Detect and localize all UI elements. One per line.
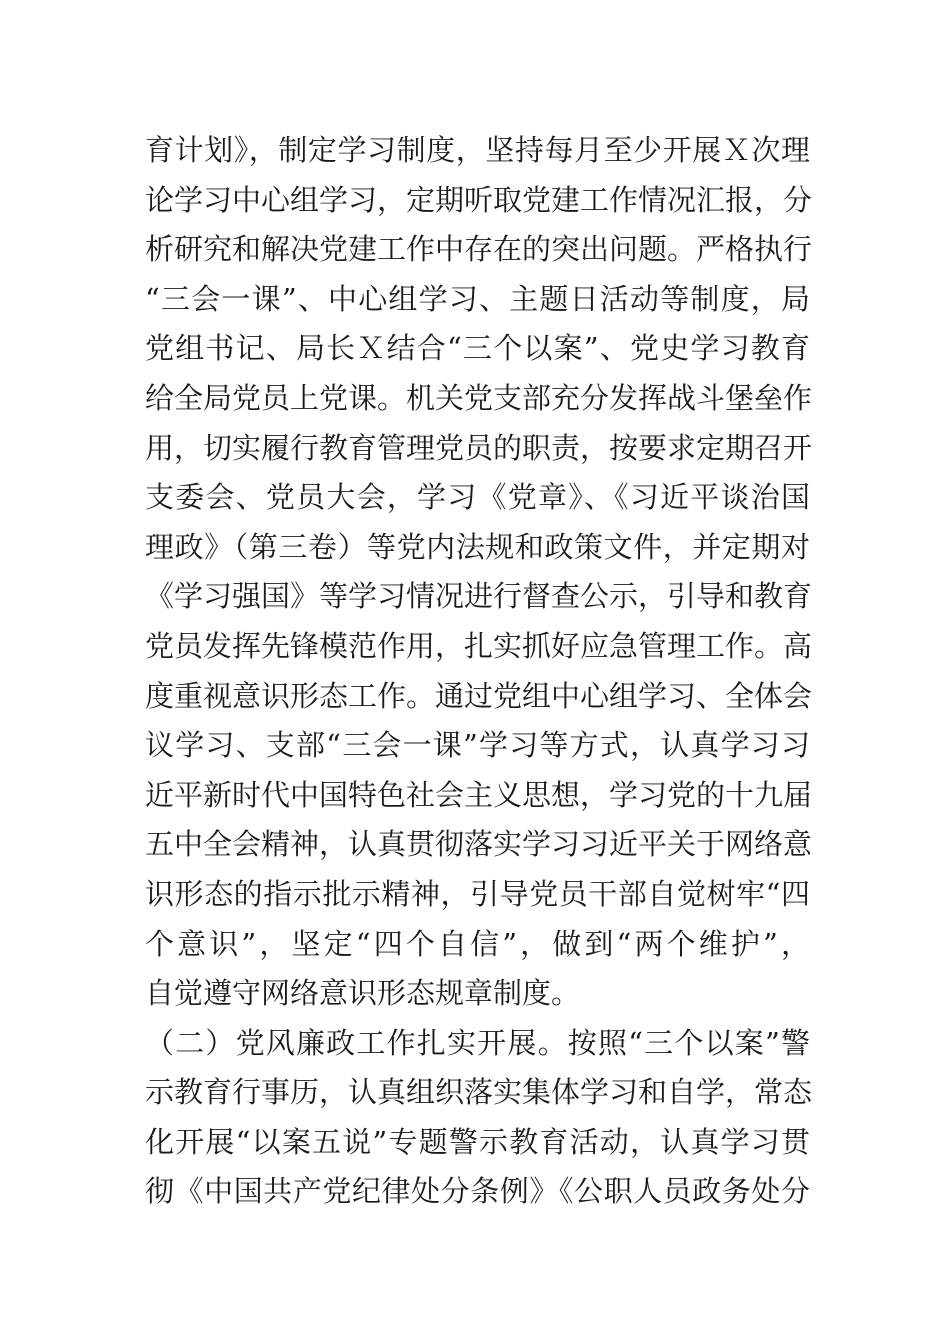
text-line: 识形态的指示批示精神，引导党员干部自觉树牢“四 (145, 876, 810, 911)
text-line: 个意识”，坚定“四个自信”，做到“两个维护”， (145, 926, 810, 961)
text-line: 五中全会精神，认真贯彻落实学习习近平关于网络意 (145, 827, 813, 862)
document-body (145, 126, 813, 1217)
text-line: 议学习、支部“三会一课”学习等方式，认真学习习 (145, 728, 810, 763)
text-line: 析研究和解决党建工作中存在的突出问题。严格执行 (145, 232, 813, 267)
text-line: 理政》（第三卷）等党内法规和政策文件，并定期对 (145, 529, 810, 564)
text-line: 化开展“以案五说”专题警示教育活动，认真学习贯 (145, 1124, 810, 1159)
text-line: （二）党风廉政工作扎实开展。按照“三个以案”警 (145, 1025, 810, 1060)
text-line: 自觉遵守网络意识形态规章制度。 (145, 976, 581, 1011)
text-line: 度重视意识形态工作。通过党组中心组学习、全体会 (145, 678, 813, 713)
text-line: 近平新时代中国特色社会主义思想，学习党的十九届 (145, 777, 813, 812)
text-line: 支委会、党员大会，学习《党章》、《习近平谈治国 (145, 480, 810, 515)
text-line: 论学习中心组学习，定期听取党建工作情况汇报，分 (145, 182, 813, 217)
text-line: 彻《中国共产党纪律处分条例》《公职人员政务处分 (145, 1174, 810, 1209)
text-line: 党员发挥先锋模范作用，扎实抓好应急管理工作。高 (145, 628, 813, 663)
text-line: 党组书记、局长Ｘ结合“三个以案”、党史学习教育 (145, 331, 810, 366)
text-line: 《学习强国》等学习情况进行督查公示，引导和教育 (145, 579, 813, 614)
text-line: 育计划》，制定学习制度，坚持每月至少开展Ｘ次理 (145, 133, 810, 167)
text-line: 用，切实履行教育管理党员的职责，按要求定期召开 (145, 430, 813, 465)
text-line: “三会一课”、中心组学习、主题日活动等制度，局 (145, 281, 810, 316)
text-line: 给全局党员上党课。机关党支部充分发挥战斗堡垒作 (145, 380, 813, 415)
text-line: 示教育行事历，认真组织落实集体学习和自学，常态 (145, 1075, 813, 1110)
